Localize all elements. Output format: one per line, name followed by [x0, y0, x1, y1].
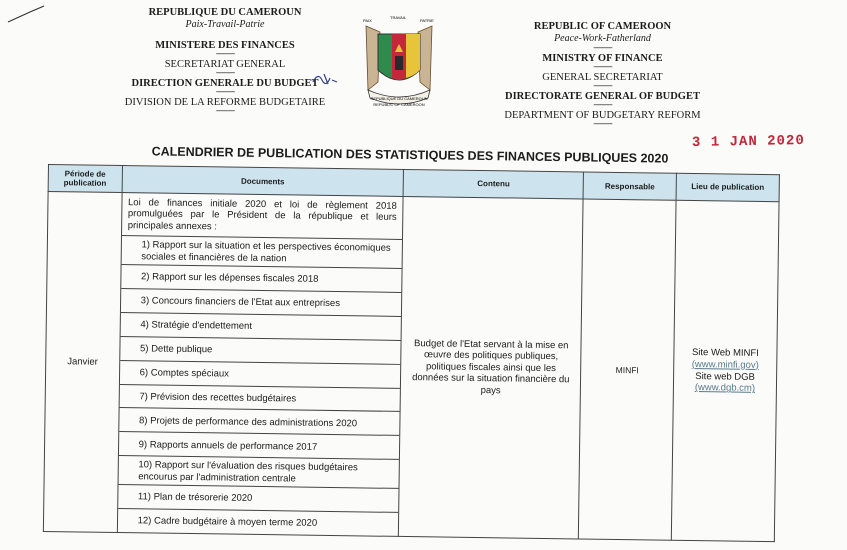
link-minfi[interactable]: (www.minfi.gov) — [691, 358, 759, 371]
header-right-motto: Peace-Work-Fatherland — [554, 33, 651, 45]
header-period: Période de publication — [48, 165, 122, 193]
emblem-motto-right: PATRIE — [420, 18, 434, 23]
header-right: REPUBLIC OF CAMEROON Peace-Work-Fatherland ----------- MINISTRY OF FINANCE ----------- GENERAL SECRETARIAT ----------- DIRECTORATE GENERAL OF BUDGET ----------- DEPARTMENT OF BUDGETARY REFORM ----------- — [495, 20, 710, 128]
page-title: CALENDRIER DE PUBLICATION DES STATISTIQUES DES FINANCES PUBLIQUES 2020 — [151, 144, 669, 166]
location-dgb: Site web DGB — [695, 370, 756, 383]
list-item: 8) Projets de performance des administrations 2020 — [119, 409, 400, 437]
header-left: REPUBLIQUE DU CAMEROUN Paix-Travail-Patrie MINISTERE DES FINANCES ----------- SECRETARIAT GENERAL ----------- DIRECTION GENERALE DU BUDGET ----------- DIVISION DE LA REFORME BUDGETAIRE ----------- — [110, 6, 340, 115]
coat-of-arms — [358, 12, 440, 112]
list-item: 3) Concours financiers de l'Etat aux entreprises — [121, 289, 402, 317]
document-intro: Loi de finances initiale 2020 et loi de règlement 2018 promulguées par le Président de la république et leurs principales annexes : — [122, 193, 403, 240]
header-right-division: DEPARTMENT OF BUDGETARY REFORM — [504, 110, 701, 121]
list-item: 4) Stratégie d'endettement — [120, 313, 401, 341]
header-location: Lieu de publication — [676, 173, 779, 201]
emblem-banner-2: REPUBLIC OF CAMEROON — [373, 102, 425, 107]
location-minfi: Site Web MINFI — [691, 346, 759, 359]
signature-mark — [310, 70, 340, 90]
emblem-banner: REPUBLIQUE DU CAMEROUN — [370, 96, 428, 101]
table-row — [43, 192, 779, 542]
emblem-motto-center: TRAVAIL — [390, 15, 407, 20]
link-dgb[interactable]: (www.dgb.cm) — [694, 382, 756, 395]
header-left-directorate: DIRECTION GENERALE DU BUDGET — [131, 77, 319, 89]
header-right-ministry: MINISTRY OF FINANCE — [542, 52, 663, 64]
header-left-country: REPUBLIQUE DU CAMEROUN — [148, 7, 302, 18]
calendar-table — [43, 164, 780, 542]
cell-content: Budget de l'Etat servant à la mise en œuvre des politiques publiques, politiques fiscales ainsi que les données sur la situation financière du pays — [399, 196, 583, 538]
header-left-secretariat: SECRETARIAT GENERAL — [164, 58, 286, 70]
document-list — [117, 193, 403, 536]
list-item: 9) Rapports annuels de performance 2017 — [119, 432, 400, 460]
calendar-table-wrapper — [43, 164, 780, 546]
list-item: 11) Plan de trésorerie 2020 — [118, 485, 399, 513]
date-stamp: 3 1 JAN 2020 — [691, 133, 805, 151]
list-item: 5) Dette publique — [120, 337, 401, 365]
header-documents: Documents — [122, 166, 404, 197]
header-right-directorate: DIRECTORATE GENERAL OF BUDGET — [505, 90, 700, 102]
emblem-motto-left: PAIX — [363, 18, 372, 23]
header-responsible: Responsable — [583, 172, 676, 200]
list-item: 6) Comptes spéciaux — [120, 361, 401, 389]
list-item: 7) Prévision des recettes budgétaires — [119, 385, 400, 413]
header-right-secretariat: GENERAL SECRETARIAT — [542, 71, 663, 83]
header-right-country: REPUBLIC OF CAMEROON — [533, 21, 672, 32]
list-item: 10) Rapport sur l'évaluation des risques budgétaires encourus par l'administration centrale — [118, 456, 399, 489]
list-item: 1) Rapport sur la situation et les perspectives économiques sociales et financières de la nation — [121, 236, 402, 269]
cell-documents — [117, 193, 404, 537]
cell-responsible: MINFI — [578, 199, 676, 540]
header-content: Contenu — [403, 169, 583, 199]
header-left-division: DIVISION DE LA REFORME BUDGETAIRE — [124, 97, 326, 108]
list-item: 12) Cadre budgétaire à moyen terme 2020 — [137, 515, 318, 530]
cell-location — [671, 200, 779, 541]
cell-period: Janvier — [43, 192, 121, 533]
list-item: 2) Rapport sur les dépenses fiscales 2018 — [121, 265, 402, 293]
header-left-ministry: MINISTERE DES FINANCES — [155, 39, 295, 51]
header-left-motto: Paix-Travail-Patrie — [185, 19, 265, 31]
